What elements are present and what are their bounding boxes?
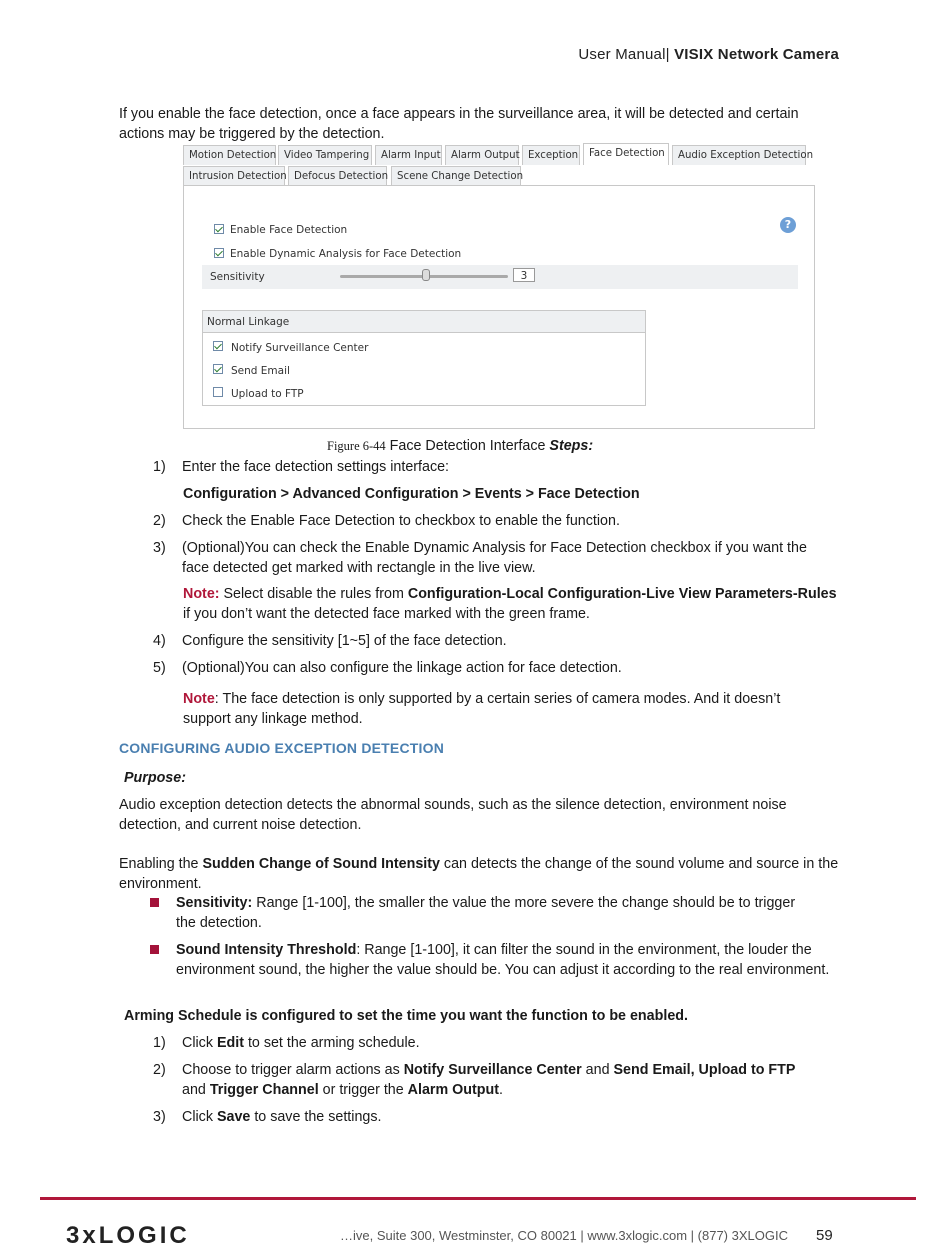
note-2: [183, 689, 823, 729]
page-number: 59: [816, 1227, 833, 1244]
step-4-text: Configure the sensitivity [1~5] of the face detection.: [182, 633, 507, 649]
note-2-text: : The face detection is only supported by a certain series of camera modes. And it doesn’t support any linkage method.: [183, 691, 781, 727]
tab-motion-detection[interactable]: Motion Detection: [183, 145, 276, 165]
settings-panel: [183, 185, 815, 429]
arm2-a: Choose to trigger alarm actions as: [182, 1062, 404, 1078]
arm-step-1-text: [182, 1033, 420, 1053]
bullet-square-icon: [150, 945, 159, 954]
arming-schedule-text: Arming Schedule is configured to set the time you want the function to be enabled.: [124, 1008, 688, 1024]
menu-path: Configuration > Advanced Configuration > Events > Face Detection: [183, 486, 640, 502]
figure-caption: [327, 438, 593, 454]
step-4-number: 4): [153, 633, 166, 649]
running-header: [578, 46, 839, 63]
sudden-text-c: can detects the change of the sound volume and source in the environment.: [119, 856, 839, 892]
sensitivity-value[interactable]: 3: [513, 268, 535, 282]
steps-label: Steps:: [549, 438, 594, 454]
arm-step-2-number: 2): [153, 1062, 166, 1078]
arm-step-1-number: 1): [153, 1035, 166, 1051]
sudden-change-paragraph: [119, 854, 844, 894]
note-1-label: Note:: [183, 586, 220, 602]
sudden-text-a: Enabling the: [119, 856, 203, 872]
help-icon[interactable]: ?: [780, 217, 796, 233]
sensitivity-desc: Range [1-100], the smaller the value the more severe the change should be to trigger the detection.: [176, 895, 796, 931]
arm2-i: or trigger the: [318, 1082, 408, 1098]
note-2-label: Note: [183, 691, 215, 707]
step-5-number: 5): [153, 660, 166, 676]
sensitivity-slider-handle[interactable]: [422, 269, 430, 281]
step-1-number: 1): [153, 459, 166, 475]
step-2-text: Check the Enable Face Detection to checkbox to enable the function.: [182, 513, 620, 529]
tab-alarm-input[interactable]: Alarm Input: [375, 145, 442, 165]
bullet-sensitivity: [176, 893, 816, 933]
header-title: VISIX Network Camera: [674, 46, 839, 63]
sensitivity-term: Sensitivity:: [176, 895, 253, 911]
arm2-g: and: [182, 1082, 210, 1098]
tab-scene-change-detection[interactable]: Scene Change Detection: [391, 166, 521, 186]
arm3-c: to save the settings.: [250, 1109, 382, 1125]
footer-divider: [40, 1197, 916, 1200]
sensitivity-label: Sensitivity: [210, 271, 265, 283]
upload-to-ftp-checkbox[interactable]: [213, 387, 223, 397]
tab-intrusion-detection[interactable]: Intrusion Detection: [183, 166, 285, 186]
audio-intro-paragraph: Audio exception detection detects the abnormal sounds, such as the silence detection, environment noise detection, and current noise detection.: [119, 797, 787, 833]
tab-exception[interactable]: Exception: [522, 145, 580, 165]
tab-audio-exception-detection[interactable]: Audio Exception Detection: [672, 145, 806, 165]
tab-face-detection[interactable]: Face Detection: [583, 143, 669, 165]
tab-defocus-detection[interactable]: Defocus Detection: [288, 166, 387, 186]
send-email-checkbox[interactable]: [213, 364, 223, 374]
notify-surveillance-center-checkbox[interactable]: [213, 341, 223, 351]
note-1: [183, 584, 838, 624]
step-3-number: 3): [153, 540, 166, 556]
normal-linkage-title: Normal Linkage: [207, 316, 290, 328]
sudden-change-term: Sudden Change of Sound Intensity: [202, 856, 440, 872]
tab-video-tampering[interactable]: Video Tampering: [278, 145, 372, 165]
step-3-text: (Optional)You can check the Enable Dynamic Analysis for Face Detection checkbox if you want the face detected get marked with rectangle in the live view.: [182, 540, 807, 576]
step-5-text: (Optional)You can also configure the linkage action for face detection.: [182, 660, 622, 676]
note-1-path: Configuration-Local Configuration-Live View Parameters-Rules: [407, 586, 837, 602]
edit-term: Edit: [216, 1035, 244, 1051]
alarm-output-term: Alarm Output: [407, 1082, 500, 1098]
threshold-desc: : Range [1-100], it can filter the sound in the environment, the louder the environment sound, the higher the value should be. You can adjust it according to the real environment.: [176, 942, 830, 978]
arm-step-3-number: 3): [153, 1109, 166, 1125]
bullet-threshold: [176, 940, 831, 980]
save-term: Save: [216, 1109, 251, 1125]
upload-to-ftp-label: Upload to FTP: [231, 388, 304, 400]
send-email-term: Send Email: [613, 1062, 691, 1078]
step-1-text: Enter the face detection settings interface:: [182, 459, 450, 475]
enable-dynamic-analysis-label: Enable Dynamic Analysis for Face Detection: [230, 248, 462, 260]
note-1-text-a: Select disable the rules from: [219, 586, 408, 602]
note-1-text-c: if you don’t want the detected face marked with the green frame.: [183, 606, 590, 622]
notify-surveillance-center-label: Notify Surveillance Center: [231, 342, 369, 354]
tab-alarm-output[interactable]: Alarm Output: [445, 145, 519, 165]
intro-paragraph: If you enable the face detection, once a face appears in the surveillance area, it will be detected and certain actions may be triggered by the detection.: [119, 106, 799, 142]
arm2-c: and: [581, 1062, 614, 1078]
section-heading: CONFIGURING AUDIO EXCEPTION DETECTION: [119, 740, 445, 756]
trigger-channel-term: Trigger Channel: [209, 1082, 319, 1098]
enable-face-detection-label: Enable Face Detection: [230, 224, 348, 236]
enable-dynamic-analysis-checkbox[interactable]: [214, 248, 224, 258]
notify-term: Notify Surveillance Center: [403, 1062, 582, 1078]
footer-address: …ive, Suite 300, Westminster, CO 80021 | www.3xlogic.com | (877) 3XLOGIC: [340, 1228, 788, 1243]
figure-title: Face Detection Interface: [389, 438, 546, 454]
arm-step-3-text: [182, 1107, 381, 1127]
header-prefix: User Manual|: [578, 46, 670, 63]
bullet-square-icon: [150, 898, 159, 907]
arm1-a: Click: [182, 1035, 217, 1051]
arm-step-2-text: [182, 1060, 822, 1100]
upload-ftp-term: Upload to FTP: [698, 1062, 796, 1078]
purpose-text: Purpose:: [124, 770, 186, 786]
arm2-k: .: [499, 1082, 503, 1098]
purpose-label: [124, 768, 186, 788]
enable-face-detection-checkbox[interactable]: [214, 224, 224, 234]
normal-linkage-header: [203, 311, 645, 333]
send-email-label: Send Email: [231, 365, 290, 377]
face-detection-screenshot: [183, 143, 815, 429]
arm3-a: Click: [182, 1109, 217, 1125]
arm2-e: ,: [690, 1062, 699, 1078]
step-2-number: 2): [153, 513, 166, 529]
company-logo: 3xLOGIC: [66, 1222, 190, 1249]
normal-linkage-group: [202, 310, 646, 406]
sensitivity-row: [202, 265, 798, 289]
figure-number: Figure 6-44: [327, 439, 386, 453]
arm1-c: to set the arming schedule.: [243, 1035, 420, 1051]
threshold-term: Sound Intensity Threshold: [176, 942, 357, 958]
